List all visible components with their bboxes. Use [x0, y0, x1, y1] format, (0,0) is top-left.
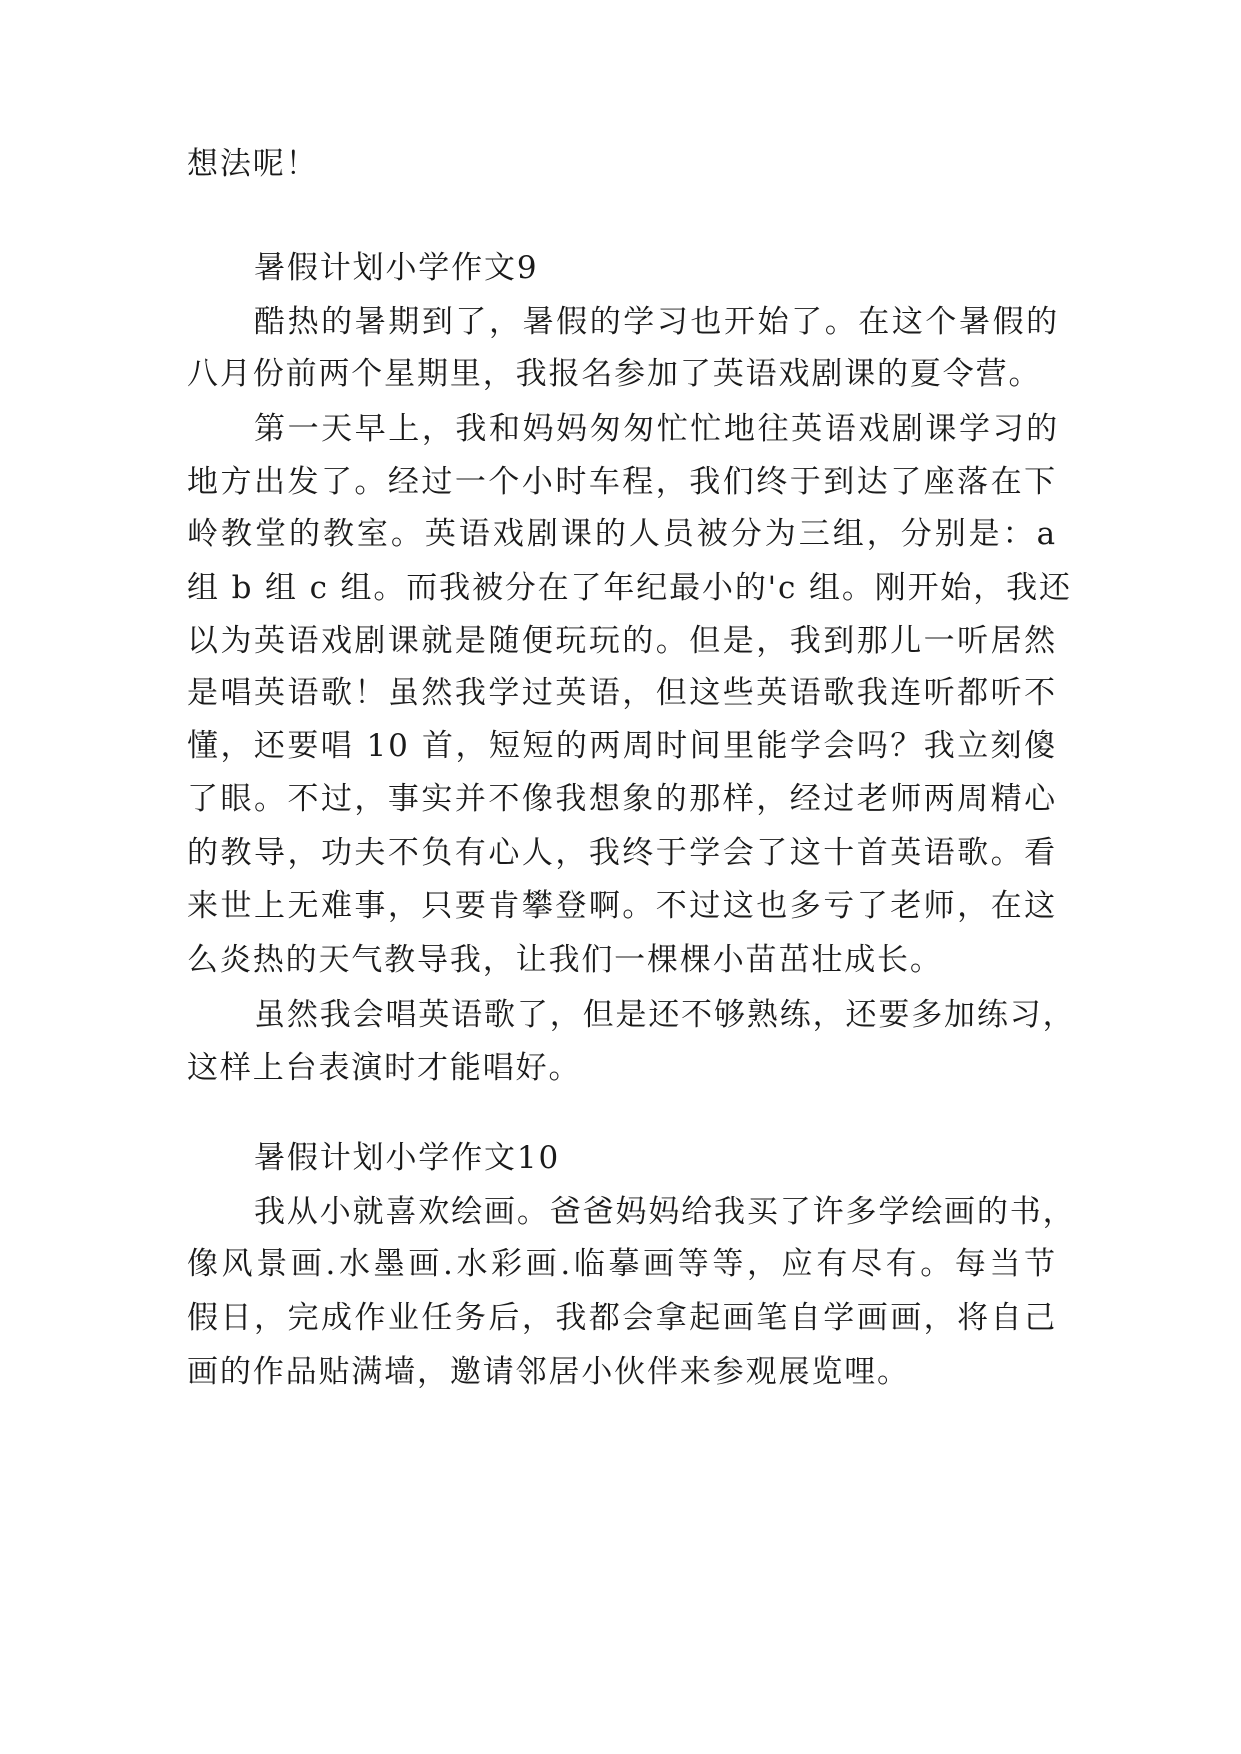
section-title: 暑假计划小学作文10	[254, 1140, 561, 1176]
paragraph-line: 以为英语戏剧课就是随便玩玩的。但是，我到那儿一听居然	[187, 623, 1057, 659]
paragraph-line: 么炎热的天气教导我，让我们一棵棵小苗茁壮成长。	[187, 942, 943, 978]
section-title: 暑假计划小学作文9	[254, 250, 539, 286]
paragraph-first-line: 虽然我会唱英语歌了，但是还不够熟练，还要多加练习，	[254, 997, 1076, 1033]
paragraph-line: 像风景画.水墨画.水彩画.临摹画等等，应有尽有。每当节	[187, 1246, 1057, 1282]
paragraph-line: 懂，还要唱 10 首，短短的两周时间里能学会吗？我立刻傻	[187, 728, 1057, 764]
paragraph-line: 八月份前两个星期里，我报名参加了英语戏剧课的夏令营。	[187, 356, 1042, 392]
paragraph-line: 画的作品贴满墙，邀请邻居小伙伴来参观展览哩。	[187, 1354, 910, 1390]
paragraph-first-line: 酷热的暑期到了，暑假的学习也开始了。在这个暑假的	[254, 304, 1059, 340]
paragraph-first-line: 第一天早上，我和妈妈匆匆忙忙地往英语戏剧课学习的	[254, 411, 1059, 447]
paragraph-line: 了眼。不过，事实并不像我想象的那样，经过老师两周精心	[187, 781, 1057, 817]
paragraph-first-line: 我从小就喜欢绘画。爸爸妈妈给我买了许多学绘画的书，	[254, 1194, 1076, 1230]
paragraph-line: 来世上无难事，只要肯攀登啊。不过这也多亏了老师，在这	[187, 888, 1057, 924]
paragraph-line: 地方出发了。经过一个小时车程，我们终于到达了座落在下	[187, 464, 1057, 500]
paragraph-line: 岭教堂的教室。英语戏剧课的人员被分为三组，分别是：a	[187, 516, 1057, 552]
paragraph-line: 这样上台表演时才能唱好。	[187, 1050, 582, 1086]
opening-line: 想法呢！	[187, 146, 319, 182]
paragraph-line: 组 b 组 c 组。而我被分在了年纪最小的'c 组。刚开始，我还	[187, 570, 1072, 606]
paragraph-line: 是唱英语歌！虽然我学过英语，但这些英语歌我连听都听不	[187, 675, 1057, 711]
paragraph-line: 假日，完成作业任务后，我都会拿起画笔自学画画，将自己	[187, 1300, 1057, 1336]
paragraph-line: 的教导，功夫不负有心人，我终于学会了这十首英语歌。看	[187, 835, 1057, 871]
